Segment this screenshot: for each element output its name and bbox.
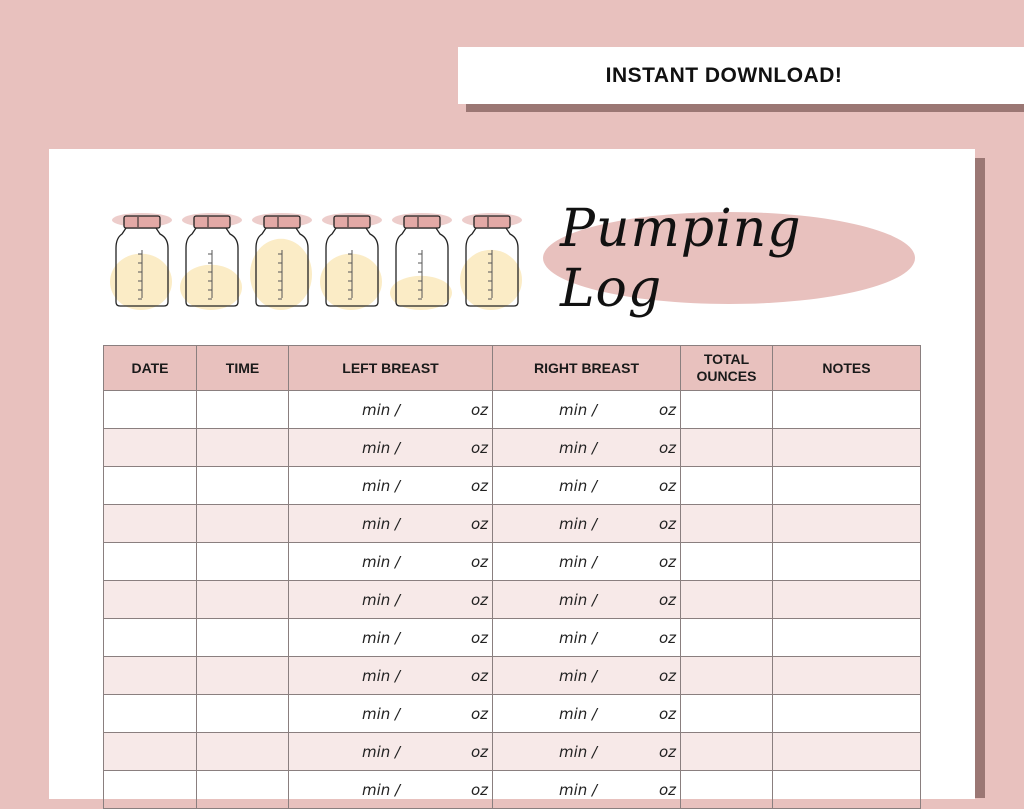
unit-min-label: min / xyxy=(362,666,401,685)
notes-cell[interactable] xyxy=(773,429,921,467)
left-breast-cell[interactable] xyxy=(289,581,493,619)
table-row xyxy=(104,733,921,771)
right-breast-cell[interactable] xyxy=(493,695,681,733)
date-cell[interactable] xyxy=(104,581,197,619)
unit-oz-label: oz xyxy=(658,666,676,685)
left-breast-cell[interactable] xyxy=(289,733,493,771)
unit-oz-label: oz xyxy=(658,590,676,609)
unit-min-label: min / xyxy=(559,514,598,533)
left-breast-cell[interactable] xyxy=(289,771,493,809)
time-cell[interactable] xyxy=(197,733,289,771)
unit-min-label: min / xyxy=(559,476,598,495)
notes-cell[interactable] xyxy=(773,733,921,771)
time-cell[interactable] xyxy=(197,581,289,619)
header-left-breast: LEFT BREAST xyxy=(289,346,493,391)
table-row xyxy=(104,695,921,733)
time-cell[interactable] xyxy=(197,657,289,695)
unit-min-label: min / xyxy=(362,552,401,571)
total-ounces-cell[interactable] xyxy=(681,733,773,771)
unit-oz-label: oz xyxy=(658,742,676,761)
notes-cell[interactable] xyxy=(773,657,921,695)
left-breast-cell[interactable] xyxy=(289,505,493,543)
total-ounces-cell[interactable] xyxy=(681,467,773,505)
date-cell[interactable] xyxy=(104,505,197,543)
total-ounces-cell[interactable] xyxy=(681,543,773,581)
right-breast-cell[interactable] xyxy=(493,543,681,581)
table-row xyxy=(104,429,921,467)
right-breast-cell[interactable] xyxy=(493,619,681,657)
table-row xyxy=(104,505,921,543)
bottle-icon xyxy=(320,213,382,310)
unit-min-label: min / xyxy=(559,628,598,647)
unit-oz-label: oz xyxy=(658,552,676,571)
left-breast-cell[interactable] xyxy=(289,657,493,695)
total-ounces-cell[interactable] xyxy=(681,391,773,429)
pumping-log-table xyxy=(103,345,921,809)
left-breast-cell[interactable] xyxy=(289,543,493,581)
notes-cell[interactable] xyxy=(773,391,921,429)
time-cell[interactable] xyxy=(197,619,289,657)
total-ounces-cell[interactable] xyxy=(681,581,773,619)
bottle-icon xyxy=(390,213,452,310)
unit-min-label: min / xyxy=(362,628,401,647)
date-cell[interactable] xyxy=(104,733,197,771)
table-row xyxy=(104,619,921,657)
unit-oz-label: oz xyxy=(470,438,488,457)
date-cell[interactable] xyxy=(104,695,197,733)
instant-download-banner xyxy=(458,47,1024,104)
total-ounces-cell[interactable] xyxy=(681,657,773,695)
unit-min-label: min / xyxy=(362,438,401,457)
unit-oz-label: oz xyxy=(470,628,488,647)
left-breast-cell[interactable] xyxy=(289,429,493,467)
unit-min-label: min / xyxy=(559,552,598,571)
bottle-icon xyxy=(180,213,242,310)
notes-cell[interactable] xyxy=(773,467,921,505)
header-time: TIME xyxy=(197,346,289,391)
unit-min-label: min / xyxy=(559,400,598,419)
notes-cell[interactable] xyxy=(773,505,921,543)
right-breast-cell[interactable] xyxy=(493,467,681,505)
unit-min-label: min / xyxy=(559,590,598,609)
time-cell[interactable] xyxy=(197,391,289,429)
unit-oz-label: oz xyxy=(658,780,676,799)
left-breast-cell[interactable] xyxy=(289,391,493,429)
unit-oz-label: oz xyxy=(658,628,676,647)
unit-oz-label: oz xyxy=(470,704,488,723)
header-total-ounces xyxy=(681,346,773,391)
right-breast-cell[interactable] xyxy=(493,733,681,771)
unit-oz-label: oz xyxy=(470,742,488,761)
date-cell[interactable] xyxy=(104,543,197,581)
date-cell[interactable] xyxy=(104,619,197,657)
right-breast-cell[interactable] xyxy=(493,505,681,543)
unit-min-label: min / xyxy=(559,742,598,761)
unit-min-label: min / xyxy=(559,704,598,723)
time-cell[interactable] xyxy=(197,429,289,467)
bottle-icon xyxy=(110,213,172,310)
left-breast-cell[interactable] xyxy=(289,467,493,505)
time-cell[interactable] xyxy=(197,695,289,733)
header-right-breast: RIGHT BREAST xyxy=(493,346,681,391)
time-cell[interactable] xyxy=(197,505,289,543)
time-cell[interactable] xyxy=(197,467,289,505)
unit-min-label: min / xyxy=(362,780,401,799)
left-breast-cell[interactable] xyxy=(289,695,493,733)
bottle-illustrations xyxy=(108,210,528,314)
right-breast-cell[interactable] xyxy=(493,391,681,429)
right-breast-cell[interactable] xyxy=(493,771,681,809)
unit-oz-label: oz xyxy=(470,552,488,571)
bottle-row xyxy=(108,210,528,319)
unit-min-label: min / xyxy=(559,438,598,457)
date-cell[interactable] xyxy=(104,771,197,809)
header-notes: NOTES xyxy=(773,346,921,391)
total-ounces-cell[interactable] xyxy=(681,619,773,657)
right-breast-cell[interactable] xyxy=(493,429,681,467)
unit-oz-label: oz xyxy=(470,780,488,799)
unit-min-label: min / xyxy=(362,742,401,761)
table-row xyxy=(104,467,921,505)
header-date: DATE xyxy=(104,346,197,391)
unit-oz-label: oz xyxy=(470,666,488,685)
notes-cell[interactable] xyxy=(773,695,921,733)
table-header-row xyxy=(104,346,921,391)
table-row xyxy=(104,771,921,809)
bottle-icon xyxy=(250,213,312,310)
header-total-line2: OUNCES xyxy=(696,368,757,384)
header-total-line1: TOTAL xyxy=(703,351,750,367)
unit-oz-label: oz xyxy=(658,704,676,723)
table-row xyxy=(104,657,921,695)
time-cell[interactable] xyxy=(197,543,289,581)
table-row xyxy=(104,543,921,581)
unit-oz-label: oz xyxy=(470,590,488,609)
unit-min-label: min / xyxy=(362,704,401,723)
table-row xyxy=(104,581,921,619)
page-title: Pumping Log xyxy=(560,199,802,319)
date-cell[interactable] xyxy=(104,429,197,467)
unit-oz-label: oz xyxy=(470,476,488,495)
unit-oz-label: oz xyxy=(658,400,676,419)
table-row xyxy=(104,391,921,429)
unit-min-label: min / xyxy=(559,666,598,685)
date-cell[interactable] xyxy=(104,657,197,695)
unit-oz-label: oz xyxy=(658,476,676,495)
unit-oz-label: oz xyxy=(658,438,676,457)
unit-min-label: min / xyxy=(362,476,401,495)
right-breast-cell[interactable] xyxy=(493,581,681,619)
notes-cell[interactable] xyxy=(773,581,921,619)
unit-min-label: min / xyxy=(559,780,598,799)
time-cell[interactable] xyxy=(197,771,289,809)
bottle-icon xyxy=(460,213,522,310)
date-cell[interactable] xyxy=(104,391,197,429)
right-breast-cell[interactable] xyxy=(493,657,681,695)
banner-text: INSTANT DOWNLOAD! xyxy=(605,63,843,87)
unit-oz-label: oz xyxy=(470,514,488,533)
total-ounces-cell[interactable] xyxy=(681,771,773,809)
unit-oz-label: oz xyxy=(470,400,488,419)
unit-min-label: min / xyxy=(362,400,401,419)
left-breast-cell[interactable] xyxy=(289,619,493,657)
unit-min-label: min / xyxy=(362,590,401,609)
total-ounces-cell[interactable] xyxy=(681,505,773,543)
total-ounces-cell[interactable] xyxy=(681,695,773,733)
unit-min-label: min / xyxy=(362,514,401,533)
date-cell[interactable] xyxy=(104,467,197,505)
notes-cell[interactable] xyxy=(773,543,921,581)
notes-cell[interactable] xyxy=(773,619,921,657)
unit-oz-label: oz xyxy=(658,514,676,533)
notes-cell[interactable] xyxy=(773,771,921,809)
total-ounces-cell[interactable] xyxy=(681,429,773,467)
